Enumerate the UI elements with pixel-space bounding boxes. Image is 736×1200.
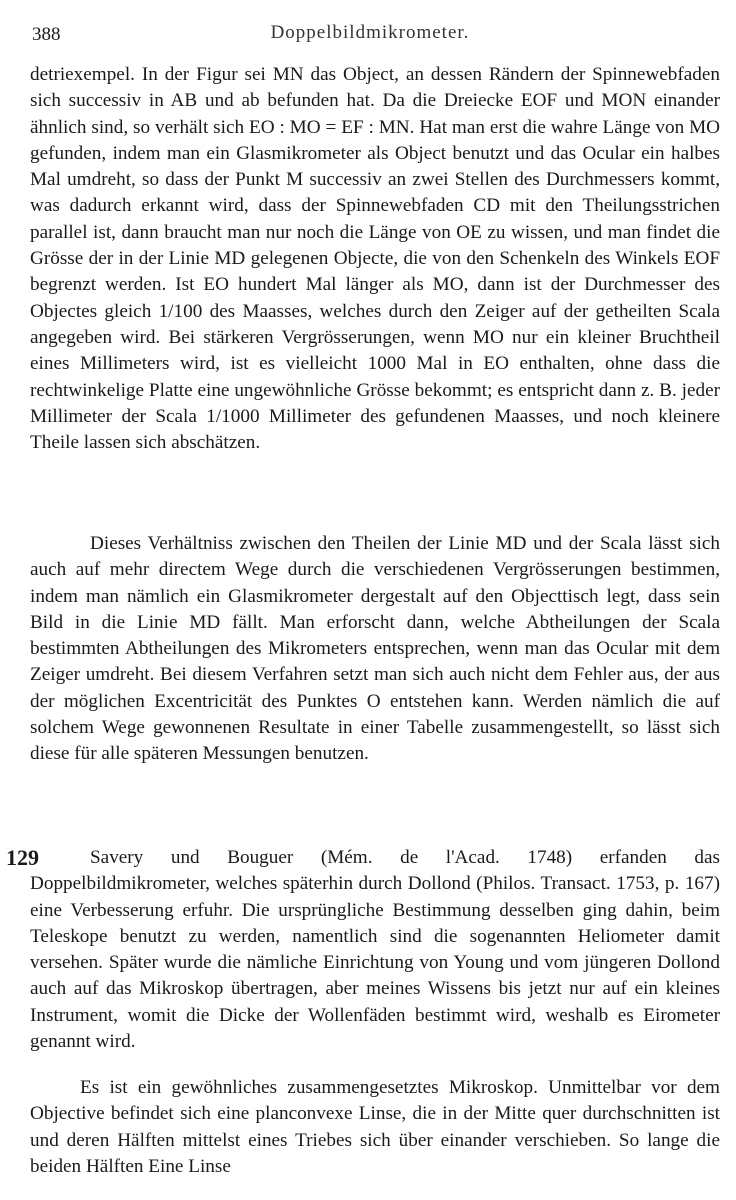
paragraph-4: Es ist ein gewöhnliches zusammengesetztes Mikroskop. Unmittelbar vor dem Objective befindet sich eine planconvexe Linse, die in der Mitte quer durchschnitten ist und deren Hälften mittelst eines Triebes sich über einander verschieben. So lange die beiden Hälften Eine Linse (30, 1077, 720, 1177)
paragraph-2: Dieses Verhältniss zwischen den Theilen der Linie MD und der Scala lässt sich auch auf mehr directem Wege durch die verschiedenen Vergrösserungen bestimmen, indem man nämlich ein Glasmikrometer dergestalt auf den Objecttisch legt, dass sein Bild in die Linie MD fällt. Man erforscht dann, welche Abtheilungen der Scala bestimmten Abtheilungen des Mikrometers entsprechen, wenn man das Ocular mit dem Zeiger umdreht. Bei diesem Verfahren setzt man sich auch nicht dem Fehler aus, der aus der möglichen Excentricität des Punktes O entstehen kann. Werden nämlich die auf solchem Wege gewonnenen Resultate in einer Tabelle zusammengestellt, so lässt sich diese für alle späteren Messungen benutzen. (30, 533, 720, 765)
section-number: 129 (6, 845, 39, 870)
page-number: 388 (32, 24, 61, 45)
paragraph-3: Savery und Bouguer (Mém. de l'Acad. 1748) erfanden das Doppelbildmikrometer, welches späterhin durch Dollond (Philos. Transact. 1753, p. 167) eine Verbesserung erfuhr. Die ursprüngliche Bestimmung desselben ging dahin, beim Teleskope benutzt zu werden, namentlich sind die sogenannten Heliometer damit versehen. Später wurde die nämliche Einrichtung von Young und vom jüngeren Dollond auch auf das Mikroskop übertragen, aber meines Wissens bis jetzt nur auf ein kleines Instrument, womit die Dicke der Wollenfäden bestimmt wird, weshalb es Eirometer genannt wird. (30, 847, 720, 1053)
page-header (32, 18, 708, 46)
running-head: Doppelbildmikrometer. (270, 22, 470, 43)
paragraph-1: detriexempel. In der Figur sei MN das Object, an dessen Rändern der Spinnewebfaden sich successiv in AB und ab befunden hat. Da die Dreiecke EOF und MON einander ähnlich sind, so verhält sich EO : MO = EF : MN. Hat man erst die wahre Länge von MO gefunden, indem man ein Glasmikrometer als Object benutzt und das Ocular ein halbes Mal umdreht, so dass der Punkt M successiv an zwei Stellen des Durchmessers kommt, was dadurch erkannt wird, dass der Spinnewebfaden CD mit den Theilungsstrichen parallel ist, dann braucht man nur noch die Länge von OE zu wissen, und man findet die Grösse der in der Linie MD gelegenen Objecte, die von den Schenkeln des Winkels EOF begrenzt werden. Ist EO hundert Mal länger als MO, dann ist der Durchmesser des Objectes gleich 1/100 des Maasses, welches durch den Zeiger auf der getheilten Scala angegeben wird. Bei stärkeren Vergrösserungen, wenn MO nur ein kleiner Bruchtheil eines Millimeters wird, ist es vielleicht 1000 Mal in EO enthalten, ohne dass die rechtwinkelige Platte eine ungewöhnliche Grösse bekommt; es entspricht dann z. B. jeder Millimeter der Scala 1/1000 Millimeter des gefundenen Maasses, und noch kleinere Theile lassen sich abschätzen. (30, 64, 720, 454)
